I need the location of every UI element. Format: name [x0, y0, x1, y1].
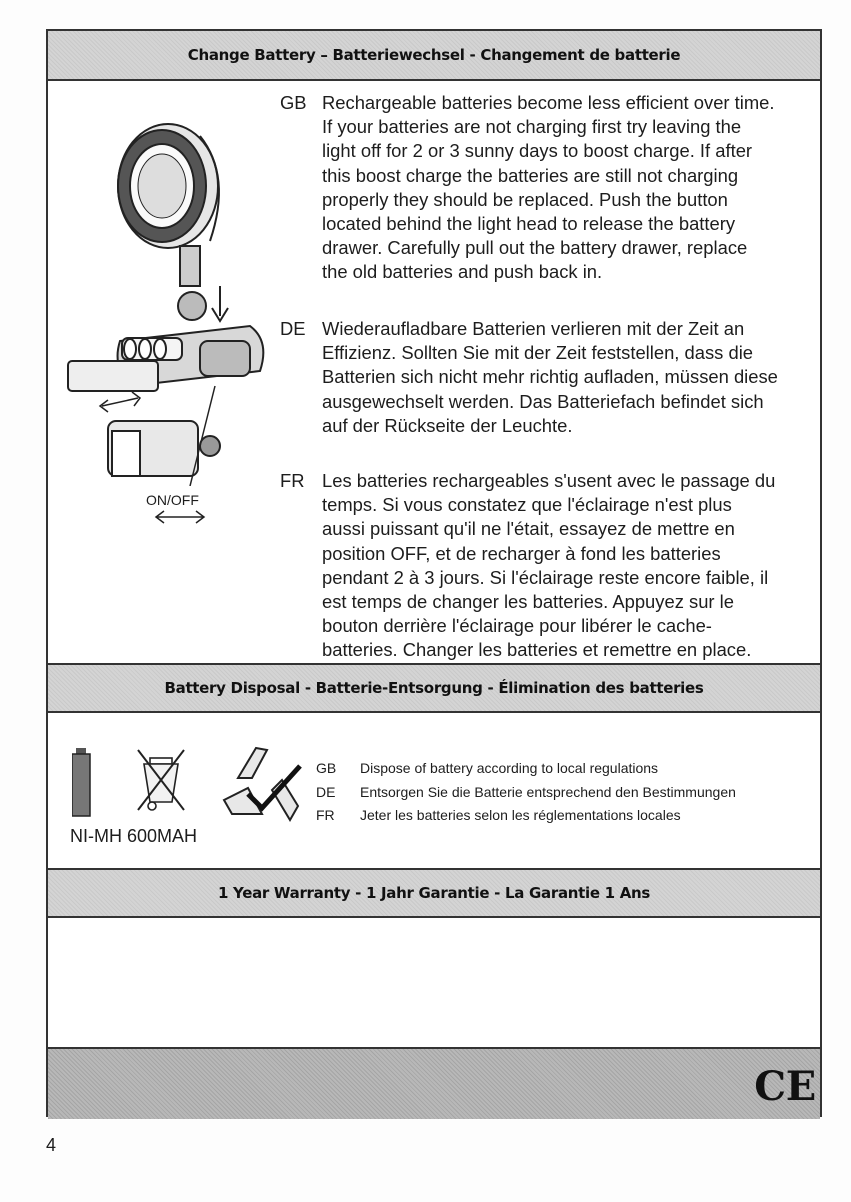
fr-language-code: FR	[280, 470, 305, 491]
change-battery-title: Change Battery – Batteriewechsel - Changement de batterie	[187, 46, 681, 64]
gb-change-battery-text	[322, 91, 830, 285]
text-line: pendant 2 à 3 jours. Si l'éclairage reste encore faible, il	[322, 566, 769, 588]
text-line: located behind the light head to release the battery	[322, 213, 736, 235]
disposal-instructions	[316, 757, 736, 828]
battery-disposal-title: Battery Disposal - Batterie-Entsorgung - Élimination des batteries	[164, 679, 704, 697]
text-line: temps. Si vous constatez que l'éclairage n'est plus	[322, 494, 732, 516]
text-line: properly they should be replaced. Push the button	[322, 188, 728, 210]
text-line: this boost charge the batteries are still not charging	[322, 164, 739, 186]
text-line: est temps de changer les batteries. Appuyez sur le	[322, 591, 734, 613]
page-number: 4	[46, 1135, 57, 1155]
crossed-bin-icon	[138, 750, 184, 810]
disposal-row-gb	[316, 757, 736, 781]
disposal-row-de	[316, 781, 736, 805]
text-line: light off for 2 or 3 sunny days to boost charge. If after	[322, 140, 753, 162]
change-battery-header	[48, 29, 820, 81]
language-code: DE	[316, 783, 336, 800]
double-arrow-icon	[152, 509, 208, 525]
text-line: Effizienz. Sollten Sie mit der Zeit feststellen, dass die	[322, 342, 754, 364]
text-line: drawer. Carefully pull out the battery drawer, replace	[322, 237, 748, 259]
de-language-code: DE	[280, 318, 306, 339]
disposal-row-fr	[316, 804, 736, 828]
text-line: the old batteries and push back in.	[322, 261, 603, 283]
battery-icon	[72, 748, 90, 816]
text-line: Batterien sich nicht mehr richtig aufladen, müssen diese	[322, 366, 778, 388]
recycle-icon	[224, 748, 300, 820]
page-frame	[46, 29, 822, 1117]
text-line: If your batteries are not charging first try leaving the	[322, 116, 742, 138]
text-line: Wiederaufladbare Batterien verlieren mit der Zeit an	[322, 318, 745, 339]
text-line: bouton derrière l'éclairage pour libérer le cache-	[322, 615, 712, 637]
language-code: GB	[316, 760, 337, 776]
footer-band	[48, 1047, 820, 1119]
light-product-illustration	[60, 116, 270, 486]
fr-change-battery-text	[322, 469, 830, 663]
de-change-battery-text	[322, 317, 830, 438]
on-off-label: ON/OFF	[146, 492, 199, 508]
text-line: position OFF, et de recharger à fond les batteries	[322, 542, 721, 564]
warranty-title: 1 Year Warranty - 1 Jahr Garantie - La Garantie 1 Ans	[217, 884, 651, 902]
language-code: FR	[316, 807, 335, 823]
text-line: aussi puissant qu'il ne l'était, essayez de mettre en	[322, 518, 735, 540]
ce-mark-icon: CE	[754, 1062, 816, 1110]
text-line: batteries. Changer les batteries et remettre en place.	[322, 639, 752, 661]
disposal-text: Dispose of battery according to local regulations	[360, 760, 659, 776]
text-line: Rechargeable batteries become less efficient over time.	[322, 92, 775, 113]
text-line: Les batteries rechargeables s'usent avec le passage du	[322, 470, 776, 491]
disposal-text: Entsorgen Sie die Batterie entsprechend den Bestimmungen	[360, 783, 736, 800]
disposal-text: Jeter les batteries selon les réglementations locales	[360, 807, 681, 823]
gb-language-code: GB	[280, 92, 307, 113]
disposal-icons	[72, 744, 302, 824]
battery-type-label: NI-MH 600MAH	[70, 826, 198, 846]
text-line: auf der Rückseite der Leuchte.	[322, 414, 573, 436]
battery-disposal-header	[48, 663, 820, 713]
text-line: ausgewechselt werden. Das Batteriefach befindet sich	[322, 390, 764, 412]
warranty-header	[48, 868, 820, 918]
